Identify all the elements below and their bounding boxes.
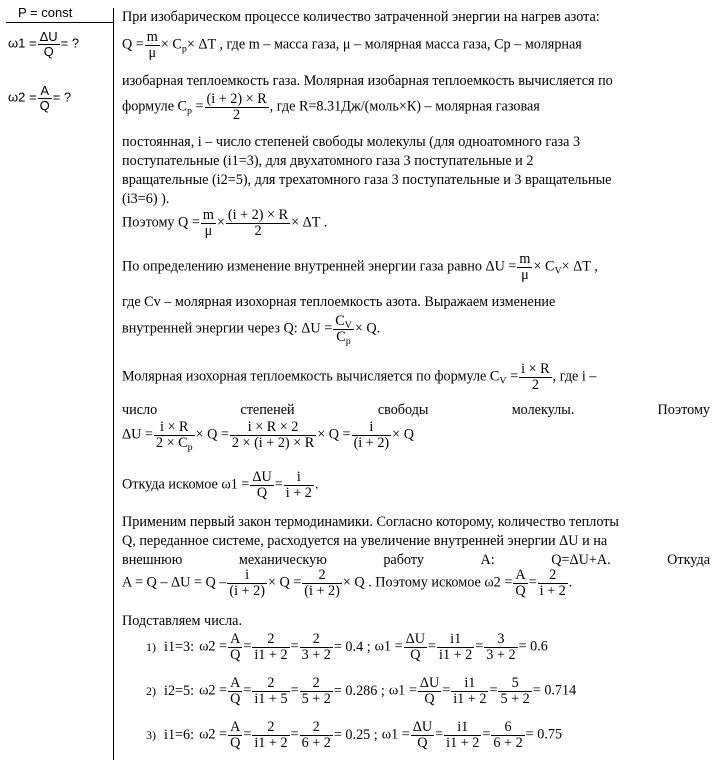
fraction: $\frac{i}{i + 2}$ [285,469,312,501]
formula-line: Поэтому Q = $\frac{m}{\mu}$ × $\frac{(i + 2) \times R}{2}$ × ΔT . [122,207,328,239]
fraction: $\frac{i}{(i + 2)}$ [353,419,390,451]
fraction: $\frac{\Delta U}{Q}$ [39,29,58,59]
text-line: Применим первый закон термодинамики. Согласно которому, количество теплоты [122,514,619,530]
fraction: $\frac{i \times R}{2}$ [521,361,550,393]
omega2-question: = ? [52,89,72,105]
formula-line: A = Q – ΔU = Q – $\frac{i}{(i + 2)}$ × Q = $\frac{2}{(i + 2)}$ × Q . Поэтому искомое ω2 = $\frac{A}{Q}$ = $\frac{2}{i + 2}$ . [122,567,573,599]
given-omega1 [8,30,79,58]
fraction: $\frac{(i + 2) \times R}{2}$ [206,91,267,123]
column-divider [113,8,114,760]
text-line: (i3=6) ). [122,191,170,207]
fraction: $\frac{m}{\mu}$ [519,251,531,283]
fraction: $\frac{(i + 2) \times R}{2}$ [227,207,289,239]
given-pressure: P = const [18,5,73,20]
text-line: Q, переданное системе, расходуется на увеличение внутренней энергии ΔU и на [122,533,608,549]
case-line: 1) i1=3: ω2 = $\frac{A}{Q}$ = $\frac{2}{i1 + 2}$ = $\frac{2}{3 + 2}$ = 0.4 ; ω1 = $\frac{\Delta U}{Q}$ = $\frac{i1}{i1 + 2}$ = $\frac{3}{3 + 2}$ = 0.6 [146,631,548,663]
formula-line: Откуда искомое ω1 = $\frac{\Delta U}{Q}$ = $\frac{i}{i + 2}$ . [122,469,319,501]
formula-line: Молярная изохорная теплоемкость вычисляется по формуле $C_V$ = $\frac{i \times R}{2}$ , где i – [122,361,597,393]
case-line: 2) i2=5: ω2 = $\frac{A}{Q}$ = $\frac{2}{i1 + 5}$ = $\frac{2}{5 + 2}$ = 0.286 ; ω1 = $\frac{\Delta U}{Q}$ = $\frac{i1}{i1 + 2}$ = $\frac{5}{5 + 2}$ = 0.714 [146,675,577,707]
fraction: $\frac{C_V}{C_p}$ [335,313,352,347]
justified-line: внешнюю механическую работу A: Q=ΔU+A. Откуда [122,552,711,568]
omega2-label: ω2 = [8,89,37,105]
text-line: Подставляем числа. [122,613,243,629]
fraction: $\frac{A}{Q}$ [39,83,50,113]
formula-line: внутренней энергии через Q: ΔU = $\frac{C_V}{C_p}$ × Q. [122,313,381,347]
fraction: $\frac{2}{i + 2}$ [539,567,566,599]
fraction: $\frac{i \times R \times 2}{2 \times (i + 2) \times R}$ [231,419,315,451]
text-line: поступательные (i1=3), для двухатомного газа 3 поступательные и 2 [122,153,534,169]
case-line: 3) i1=6: ω2 = $\frac{A}{Q}$ = $\frac{2}{i1 + 2}$ = $\frac{2}{6 + 2}$ = 0.25 ; ω1 = $\frac{\Delta U}{Q}$ = $\frac{i1}{i1 + 2}$ = $\frac{6}{6 + 2}$ = 0.75 [146,719,563,751]
text-line: изобарная теплоемкость газа. Молярная изобарная теплоемкость вычисляется по [122,73,613,89]
text-line: вращательные (i2=5), для трехатомного газа 3 поступательные и 3 вращательные [122,172,612,188]
fraction: $\frac{A}{Q}$ [515,567,526,599]
justified-line: число степеней свободы молекулы. Поэтому [122,402,711,418]
fraction: $\frac{m}{\mu}$ [202,207,214,239]
formula-line: формуле $C_p$ = $\frac{(i + 2) \times R}{2}$ , где R=8.31Дж/(моль×К) – молярная газовая [122,91,540,123]
fraction: $\frac{m}{\mu}$ [146,29,158,61]
text-line: где Cv – молярная изохорная теплоемкость азота. Выражаем изменение [122,294,556,310]
fraction: $\frac{2}{(i + 2)}$ [304,567,340,599]
text-line: постоянная, i – число степеней свободы молекулы (для одноатомного газа 3 [122,134,581,150]
fraction: $\frac{i}{(i + 2)}$ [229,567,265,599]
formula-line: По определению изменение внутренней энергии газа равно ΔU = $\frac{m}{\mu}$ × $C_V\times \Delta T$ , [122,251,598,283]
given-underline [6,22,113,23]
formula-line: Q = $\frac{m}{\mu}$ × $C_p\times \Delta T$ , где m – масса газа, μ – молярная масса газа, Cp – молярная [122,29,582,61]
omega1-label: ω1 = [8,35,37,51]
formula-line: ΔU = $\frac{i \times R}{2 \times C_p}$ × Q = $\frac{i \times R \times 2}{2 \times (i + 2) \times R}$ × Q = $\frac{i}{(i + 2)}$ × Q [122,419,414,453]
given-omega2 [8,84,71,112]
omega1-question: = ? [60,35,80,51]
fraction: $\frac{i \times R}{2 \times C_p}$ [155,419,193,453]
text-line: При изобарическом процессе количество затраченной энергии на нагрев азота: [122,9,600,25]
fraction: $\frac{\Delta U}{Q}$ [252,469,272,501]
